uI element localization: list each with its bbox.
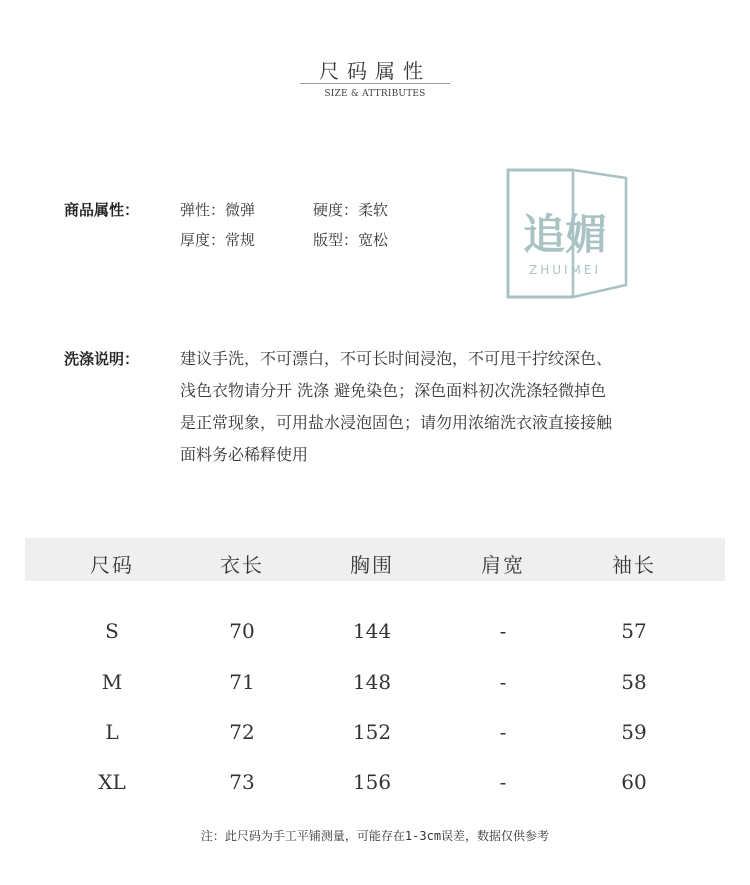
cell-size: S — [105, 619, 119, 643]
cell-chest: 144 — [352, 619, 392, 643]
cell-chest: 152 — [352, 720, 392, 744]
cell-chest: 156 — [352, 770, 392, 794]
cell-sleeve: 58 — [621, 670, 647, 694]
cell-sleeve: 57 — [621, 619, 647, 643]
attribute-elasticity: 弹性：微弹 — [180, 201, 256, 219]
cell-shoulder: - — [499, 770, 507, 794]
cell-shoulder: - — [499, 720, 507, 744]
attribute-fit: 版型：宽松 — [313, 231, 389, 249]
cell-shoulder: - — [499, 619, 507, 643]
wash-line: 浅色衣物请分开 洗涤 避免染色；深色面料初次洗涤轻微掉色 — [180, 381, 607, 400]
logo-latin: ZHUIMEI — [528, 263, 602, 277]
cell-shoulder: - — [499, 670, 507, 694]
measurement-note: 注：此尺码为手工平铺测量，可能存在1-3cm误差，数据仅供参考 — [200, 829, 550, 843]
cell-length: 73 — [229, 770, 255, 794]
section-title: 尺码属性 — [319, 59, 431, 83]
attributes-label: 商品属性： — [64, 201, 140, 219]
wash-label: 洗涤说明： — [64, 350, 140, 368]
header-size: 尺码 — [90, 553, 134, 577]
wash-line: 是正常现象，可用盐水浸泡固色；请勿用浓缩洗衣液直接接触 — [180, 413, 613, 432]
title-divider — [300, 83, 450, 84]
brand-logo — [503, 165, 631, 300]
header-shoulder: 肩宽 — [481, 553, 525, 577]
section-subtitle: SIZE & ATTRIBUTES — [324, 89, 426, 99]
header-length: 衣长 — [220, 553, 264, 577]
cell-sleeve: 59 — [621, 720, 647, 744]
header-sleeve: 袖长 — [612, 553, 656, 577]
cell-sleeve: 60 — [621, 770, 647, 794]
attribute-hardness: 硬度：柔软 — [313, 201, 389, 219]
attribute-thickness: 厚度：常规 — [180, 231, 256, 249]
cell-length: 72 — [229, 720, 255, 744]
logo-chinese: 追媚 — [522, 210, 608, 259]
cell-size: L — [105, 720, 119, 744]
cell-chest: 148 — [352, 670, 392, 694]
cell-length: 70 — [229, 619, 255, 643]
wash-line: 建议手洗，不可漂白，不可长时间浸泡，不可甩干拧绞深色、 — [180, 349, 613, 368]
wash-line: 面料务必稀释使用 — [180, 445, 309, 464]
header-chest: 胸围 — [350, 553, 394, 577]
cell-size: M — [101, 670, 123, 694]
cell-size: XL — [98, 770, 126, 794]
cell-length: 71 — [229, 670, 255, 694]
